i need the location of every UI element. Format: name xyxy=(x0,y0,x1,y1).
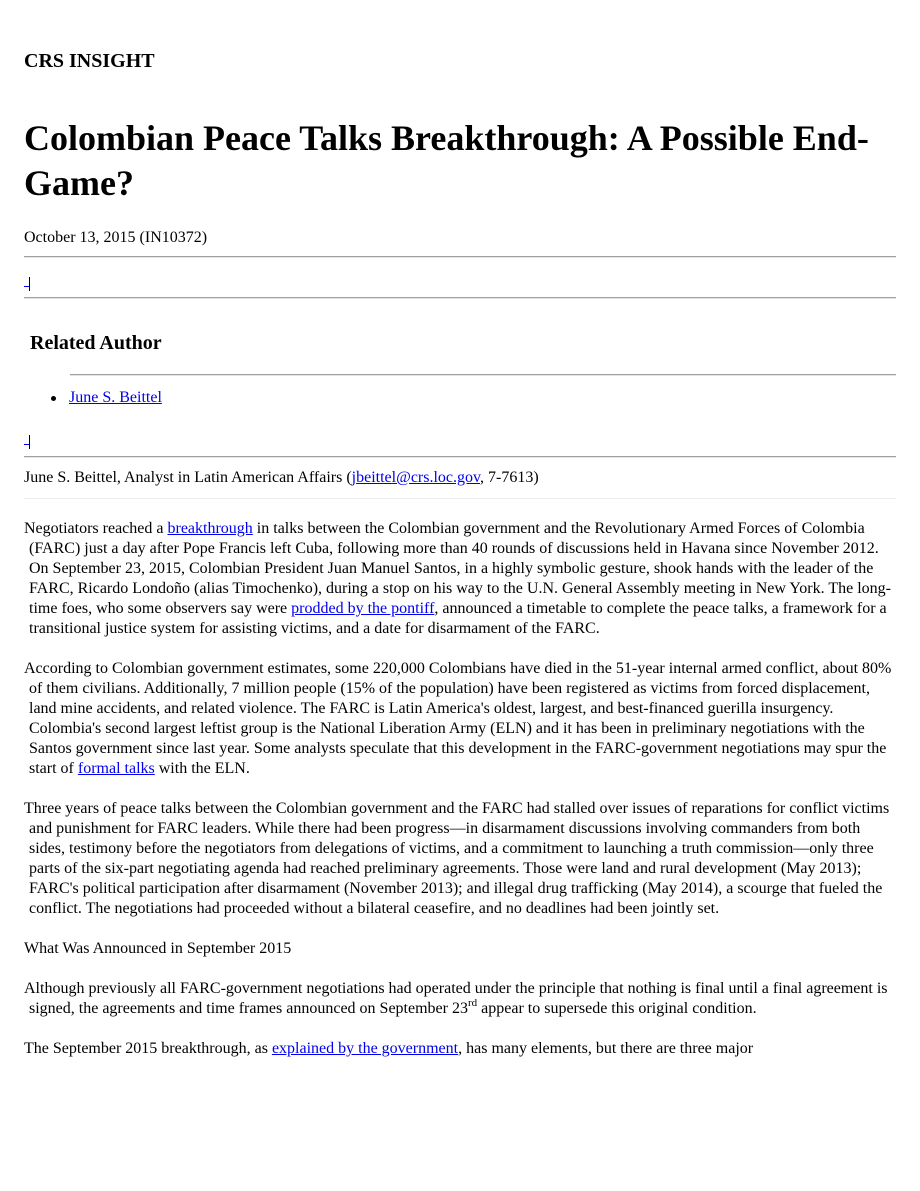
anchor-link[interactable] xyxy=(24,430,30,449)
divider xyxy=(24,456,896,458)
author-link[interactable]: June S. Beittel xyxy=(69,389,162,406)
article-body xyxy=(24,519,896,1079)
paragraph: Negotiators reached a breakthrough in talks between the Colombian government and the Revolutionary Armed Forces of Colombia (FARC) just a day after Pope Francis left Cuba, following more than 40 rounds of discussions held in Havana since November 2012. On September 23, 2015, Colombian President Juan Manuel Santos, in a highly symbolic gesture, shook hands with the leader of the FARC, Ricardo Londoño (alias Timochenko), during a stop on his way to the U.N. General Assembly meeting in New York. The long-time foes, who some observers say were prodded by the pontiff, announced a timetable to complete the peace talks, a framework for a transitional justice system for assisting victims, and a date for disarmament of the FARC. xyxy=(24,520,891,637)
bullet-icon xyxy=(51,396,56,401)
anchor-link[interactable] xyxy=(24,272,30,291)
divider xyxy=(24,498,896,500)
page-title: Colombian Peace Talks Breakthrough: A Possible End-Game? xyxy=(24,118,869,203)
formal-talks-link[interactable]: formal talks xyxy=(77,760,155,777)
publication-date: October 13, 2015 (IN10372) xyxy=(24,229,208,246)
related-author-list xyxy=(50,388,162,408)
government-explanation-link[interactable]: explained by the government xyxy=(271,1040,459,1057)
section-subheading: What Was Announced in September 2015 xyxy=(24,940,292,957)
author-email-link[interactable]: jbeittel@crs.loc.gov xyxy=(351,469,480,486)
paragraph: Three years of peace talks between the Colombian government and the FARC had stalled over issues of reparations for conflict victims and punishment for FARC leaders. While there had been progress—in disarmament discussions involving commanders from both sides, testimony before the negotiators from delegations of victims, and a commitment to launching a truth commission—only three parts of the six-part negotiating agenda had reached preliminary agreements. Those were land and rural development (May 2013); FARC's political participation after disarmament (November 2013); and illegal drug trafficking (May 2014), a scourge that fueled the conflict. The negotiations had proceeded without a bilateral ceasefire, and no deadlines had been jointly set. xyxy=(24,800,890,917)
report-type-label: CRS INSIGHT xyxy=(24,50,155,72)
pontiff-link[interactable]: prodded by the pontiff xyxy=(291,600,435,617)
paragraph: According to Colombian government estimates, some 220,000 Colombians have died in the 51-year internal armed conflict, about 80% of them civilians. Additionally, 7 million people (15% of the population) have been registered as victims from forced displacement, land mine accidents, and related violence. The FARC is Latin America's oldest, largest, and best-financed guerilla insurgency. Colombia's second largest leftist group is the National Liberation Army (ELN) and it has been in preliminary negotiations with the Santos government since last year. Some analysts speculate that this development in the FARC-government negotiations may spur the start of formal talks with the ELN. xyxy=(24,660,892,777)
breakthrough-link[interactable]: breakthrough xyxy=(167,520,253,537)
paragraph: The September 2015 breakthrough, as explained by the government, has many elements, but there are three major xyxy=(24,1040,754,1057)
author-byline: June S. Beittel, Analyst in Latin American Affairs (jbeittel@crs.loc.gov, 7-7613) xyxy=(24,469,539,486)
divider xyxy=(24,256,896,258)
divider xyxy=(70,374,896,376)
related-author-heading: Related Author xyxy=(30,332,162,354)
divider xyxy=(24,297,896,299)
list-item xyxy=(50,388,162,408)
paragraph: Although previously all FARC-government negotiations had operated under the principle that nothing is final until a final agreement is signed, the agreements and time frames announced on September 23rd appear to supersede this original condition. xyxy=(24,980,888,1017)
